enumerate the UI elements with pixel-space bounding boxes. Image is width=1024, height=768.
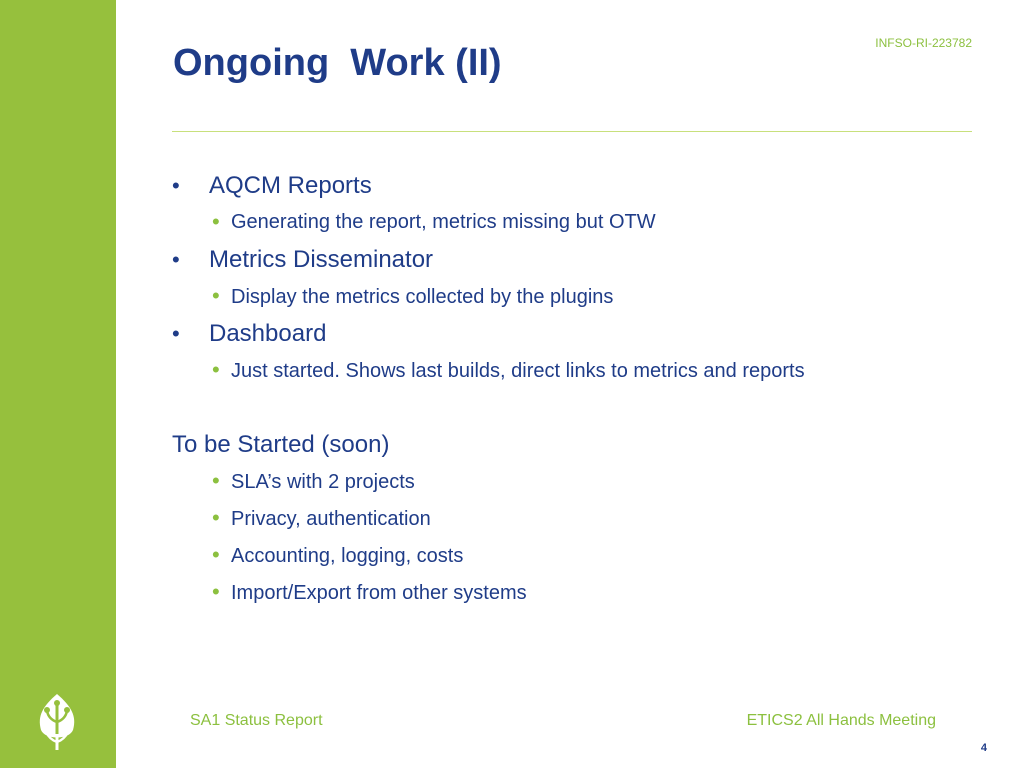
title-divider [172, 131, 972, 132]
leaf-tree-icon [35, 692, 79, 752]
sub-bullet-marker: • [212, 542, 220, 567]
section-aqcm-reports: AQCM Reports [209, 172, 372, 199]
sub-bullet-marker: • [212, 468, 220, 493]
sub-bullet-marker: • [212, 209, 220, 234]
section-metrics-disseminator: Metrics Disseminator [209, 246, 434, 273]
sub-bullet-marker: • [212, 505, 220, 530]
sidebar-band [0, 0, 116, 768]
page-number: 4 [980, 742, 987, 754]
bullet-marker: • [172, 173, 180, 198]
footer-meeting-title: ETICS2 All Hands Meeting [746, 712, 936, 729]
planned-item-import-export: Import/Export from other systems [231, 582, 527, 604]
planned-item-accounting: Accounting, logging, costs [231, 545, 464, 567]
to-be-started-heading: To be Started (soon) [172, 431, 390, 458]
sub-bullet-marker: • [212, 579, 220, 604]
bullet-marker: • [172, 321, 180, 346]
planned-item-sla: SLA’s with 2 projects [231, 471, 415, 493]
footer-report-title: SA1 Status Report [190, 712, 323, 729]
page-title: Ongoing Work (II) [173, 42, 502, 84]
sub-bullet-marker: • [212, 357, 220, 382]
project-id: INFSO-RI-223782 [875, 36, 972, 50]
bullet-marker: • [172, 247, 180, 272]
subitem-generating-report: Generating the report, metrics missing but OTW [231, 211, 656, 233]
subitem-display-metrics: Display the metrics collected by the plugins [231, 286, 614, 308]
section-dashboard: Dashboard [209, 320, 327, 347]
subitem-just-started: Just started. Shows last builds, direct links to metrics and reports [231, 360, 805, 382]
planned-item-privacy: Privacy, authentication [231, 508, 431, 530]
sub-bullet-marker: • [212, 283, 220, 308]
